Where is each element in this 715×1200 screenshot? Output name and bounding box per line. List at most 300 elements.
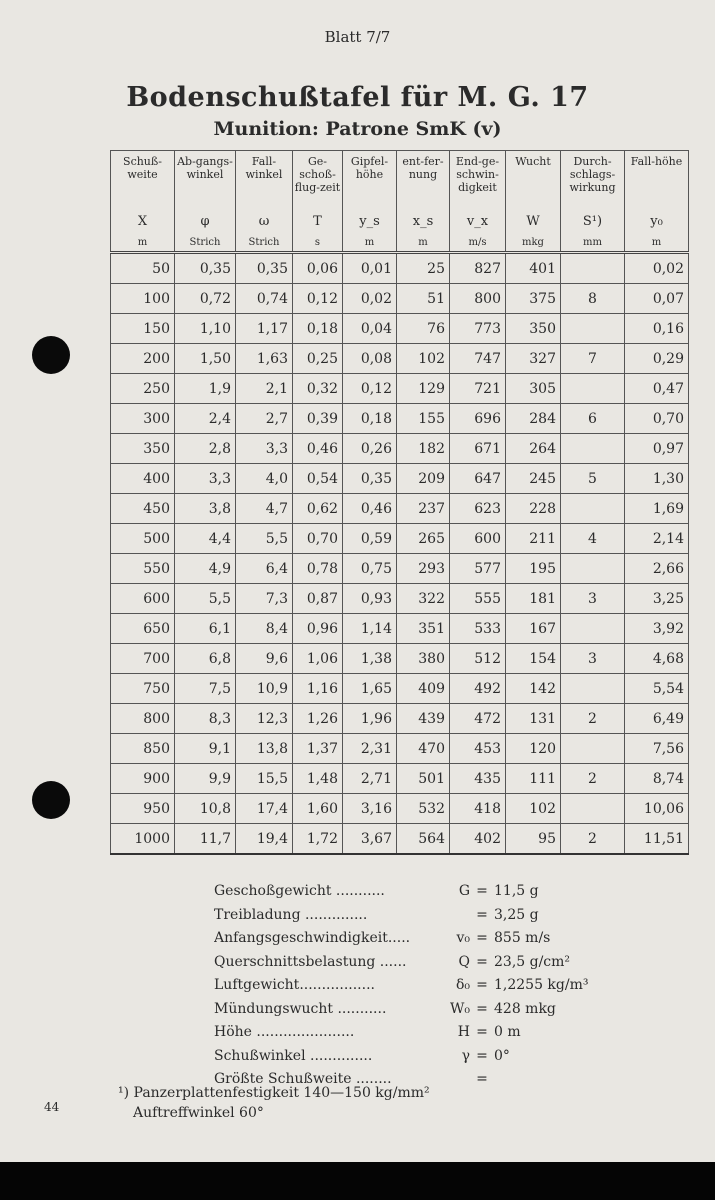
table-body [111,253,689,855]
table-cell: 0,16 [625,314,689,344]
parameter-label: Anfangsgeschwindigkeit..... [214,930,411,946]
table-cell: 3 [561,644,625,674]
table-row [111,614,689,644]
table-cell: 577 [450,554,506,584]
table-cell: 120 [506,734,561,764]
table-cell: 0,32 [293,374,343,404]
parameter-row [214,998,589,1022]
table-cell: 284 [506,404,561,434]
table-cell: 4,4 [175,524,236,554]
table-cell: 6,4 [236,554,293,584]
table-cell: 7,56 [625,734,689,764]
table-cell: 564 [397,824,450,855]
table-cell: 533 [450,614,506,644]
equals-sign: = [476,1024,488,1040]
column-header [293,151,343,253]
table-row [111,284,689,314]
table-cell: 450 [111,494,175,524]
table-cell: 0,12 [343,374,397,404]
table-cell: 131 [506,704,561,734]
table-cell: 250 [111,374,175,404]
table-cell: 0,07 [625,284,689,314]
table-cell: 8 [561,284,625,314]
table-cell: 102 [506,794,561,824]
table-cell: 15,5 [236,764,293,794]
column-unit: m [418,237,428,248]
column-header [111,151,175,253]
table-cell: 800 [111,704,175,734]
table-cell: 211 [506,524,561,554]
table-row [111,374,689,404]
table-row [111,314,689,344]
table-cell [561,253,625,284]
table-cell: 4 [561,524,625,554]
parameter-label: Schußwinkel .............. [214,1047,373,1064]
table-cell [561,374,625,404]
table-row [111,524,689,554]
table-cell: 0,47 [625,374,689,404]
column-header [506,151,561,253]
table-cell: 4,7 [236,494,293,524]
column-symbol: T [313,214,322,229]
scan-edge [0,1162,715,1200]
table-cell: 300 [111,404,175,434]
table-cell: 237 [397,494,450,524]
table-cell: 0,01 [343,253,397,284]
table-cell: 721 [450,374,506,404]
table-cell: 17,4 [236,794,293,824]
sheet-label: Blatt 7/7 [324,28,391,46]
table-cell: 2 [561,764,625,794]
table-cell: 3,8 [175,494,236,524]
table-cell: 129 [397,374,450,404]
table-cell: 555 [450,584,506,614]
table-cell: 293 [397,554,450,584]
table-cell: 2,71 [343,764,397,794]
table-cell: 0,26 [343,434,397,464]
table-cell: 4,0 [236,464,293,494]
table-row [111,494,689,524]
table-cell: 5,5 [175,584,236,614]
table-cell: 9,6 [236,644,293,674]
table-cell: 6,8 [175,644,236,674]
table-cell: 0,35 [236,253,293,284]
table-cell: 167 [506,614,561,644]
table-cell: 4,68 [625,644,689,674]
parameter-value: 428 mkg [494,1000,556,1017]
table-cell: 155 [397,404,450,434]
column-name: Fall-winkel [245,155,283,181]
column-name: Ge-schoß-flug-zeit [294,155,341,194]
table-cell: 5,5 [236,524,293,554]
table-cell: 501 [397,764,450,794]
table-cell: 182 [397,434,450,464]
table-cell: 623 [450,494,506,524]
table-cell: 0,93 [343,584,397,614]
table-cell: 409 [397,674,450,704]
parameter-value: 3,25 g [494,906,539,923]
parameter-value: 1,2255 kg/m³ [494,977,589,993]
parameter-label: Luftgewicht................. [214,977,375,993]
table-cell [561,314,625,344]
equals-sign: = [476,1071,488,1087]
parameter-value: 0° [494,1047,510,1064]
equals-sign: = [476,1047,488,1064]
table-cell: 0,87 [293,584,343,614]
footnote-line: ¹) Panzerplattenfestigkeit 140—150 kg/mm² [118,1085,430,1101]
table-cell: 2,7 [236,404,293,434]
column-header [236,151,293,253]
table-cell: 950 [111,794,175,824]
table-cell: 2,8 [175,434,236,464]
table-cell: 350 [111,434,175,464]
table-cell: 6 [561,404,625,434]
column-unit: m [364,237,375,248]
table-cell: 0,12 [293,284,343,314]
table-cell: 2,1 [236,374,293,404]
table-cell: 150 [111,314,175,344]
parameter-value: 855 m/s [494,930,551,946]
table-cell: 264 [506,434,561,464]
table-cell: 154 [506,644,561,674]
table-cell: 3,92 [625,614,689,644]
page-subtitle: Munition: Patrone SmK (v) [213,118,502,140]
table-cell: 2,66 [625,554,689,584]
parameter-row [214,880,589,904]
table-cell: 402 [450,824,506,855]
parameter-row [214,904,589,928]
parameter-label: Geschoßgewicht ........... [214,883,385,899]
column-symbol: y₀ [650,214,663,229]
table-row [111,704,689,734]
table-cell: 747 [450,344,506,374]
footnote-line: Auftreffwinkel 60° [133,1105,264,1121]
equals-sign: = [476,883,488,899]
column-name: Durch-schlags-wirkung [569,155,616,194]
table-cell: 9,1 [175,734,236,764]
parameter-symbol: γ [461,1047,470,1064]
table-row [111,404,689,434]
table-cell: 470 [397,734,450,764]
table-cell: 0,75 [343,554,397,584]
table-cell: 750 [111,674,175,704]
column-unit: s [314,237,321,248]
table-cell: 305 [506,374,561,404]
table-cell: 1,06 [293,644,343,674]
table-cell: 10,9 [236,674,293,704]
table-cell: 453 [450,734,506,764]
parameter-row [214,1021,589,1045]
table-cell: 1000 [111,824,175,855]
parameter-row [214,974,589,998]
parameter-row [214,951,589,975]
table-cell: 11,7 [175,824,236,855]
table-cell [561,794,625,824]
table-cell: 0,18 [343,404,397,434]
firing-table [110,150,689,855]
table-cell: 142 [506,674,561,704]
table-cell: 0,72 [175,284,236,314]
column-symbol: ω [258,214,270,229]
table-cell: 400 [111,464,175,494]
table-cell: 3,16 [343,794,397,824]
column-symbol: φ [200,214,210,229]
table-cell: 6,49 [625,704,689,734]
page-number: 44 [44,1100,60,1114]
table-cell: 76 [397,314,450,344]
table-cell: 1,16 [293,674,343,704]
column-name: Ab-gangs-winkel [177,155,233,181]
table-cell: 100 [111,284,175,314]
table-cell: 375 [506,284,561,314]
table-cell: 650 [111,614,175,644]
table-cell: 5,54 [625,674,689,704]
table-cell: 3,25 [625,584,689,614]
column-header [175,151,236,253]
table-cell: 1,65 [343,674,397,704]
table-cell: 13,8 [236,734,293,764]
table-cell: 3,3 [236,434,293,464]
table-cell: 800 [450,284,506,314]
parameter-list [214,880,589,1092]
table-cell: 0,46 [293,434,343,464]
table-cell: 351 [397,614,450,644]
column-name: Fall-höhe [630,155,683,168]
table-cell: 0,06 [293,253,343,284]
table-cell: 0,74 [236,284,293,314]
table-cell: 0,25 [293,344,343,374]
column-unit: m [651,237,662,248]
table-cell: 1,17 [236,314,293,344]
column-header [343,151,397,253]
table-cell: 7,3 [236,584,293,614]
column-symbol: X [137,214,148,229]
table-cell: 500 [111,524,175,554]
table-row [111,734,689,764]
column-name: Schuß-weite [123,155,162,181]
table-cell: 0,29 [625,344,689,374]
table-cell: 1,50 [175,344,236,374]
parameter-symbol: δ₀ [455,977,470,993]
table-cell: 2,14 [625,524,689,554]
table-cell: 2 [561,704,625,734]
table-cell: 550 [111,554,175,584]
table-cell: 0,35 [175,253,236,284]
column-name: Wucht [515,155,551,168]
table-cell: 8,4 [236,614,293,644]
table-cell: 9,9 [175,764,236,794]
table-cell: 6,1 [175,614,236,644]
table-cell: 8,3 [175,704,236,734]
table-cell: 700 [111,644,175,674]
table-cell: 3,67 [343,824,397,855]
table-cell: 1,30 [625,464,689,494]
table-cell: 102 [397,344,450,374]
table-cell [561,674,625,704]
parameter-label: Mündungswucht ........... [214,1000,387,1017]
table-cell: 7,5 [175,674,236,704]
page-title: Bodenschußtafel für M. G. 17 [126,82,589,113]
table-cell: 200 [111,344,175,374]
table-cell: 228 [506,494,561,524]
table-cell: 322 [397,584,450,614]
parameter-row [214,927,589,951]
table-cell: 0,70 [625,404,689,434]
table-cell: 0,54 [293,464,343,494]
table-cell: 1,69 [625,494,689,524]
parameter-row [214,1045,589,1069]
table-cell: 1,63 [236,344,293,374]
column-header [561,151,625,253]
table-cell: 0,35 [343,464,397,494]
punch-hole [32,336,70,374]
table-cell: 181 [506,584,561,614]
table-cell: 25 [397,253,450,284]
column-symbol: S¹) [582,214,603,229]
table-cell: 1,60 [293,794,343,824]
table-cell: 532 [397,794,450,824]
parameter-value: 0 m [494,1024,521,1040]
equals-sign: = [476,1000,488,1017]
table-row [111,464,689,494]
table-cell: 696 [450,404,506,434]
table-cell: 0,02 [625,253,689,284]
table-cell: 439 [397,704,450,734]
table-cell: 418 [450,794,506,824]
table-cell [561,494,625,524]
column-symbol: v_x [466,214,489,229]
table-cell: 512 [450,644,506,674]
table-cell: 900 [111,764,175,794]
punch-hole [32,781,70,819]
table-cell: 245 [506,464,561,494]
parameter-symbol: H [457,1024,470,1040]
table-cell: 1,96 [343,704,397,734]
table-cell [561,614,625,644]
table-row [111,794,689,824]
parameter-symbol: G [458,883,470,899]
table-row [111,584,689,614]
parameter-symbol: W₀ [449,1000,470,1017]
table-cell: 647 [450,464,506,494]
table-cell: 10,8 [175,794,236,824]
table-cell: 3 [561,584,625,614]
column-unit: Strich [248,237,280,248]
table-row [111,554,689,584]
table-cell: 671 [450,434,506,464]
table-cell: 265 [397,524,450,554]
table-cell: 472 [450,704,506,734]
table-cell: 10,06 [625,794,689,824]
table-cell: 0,02 [343,284,397,314]
table-cell: 827 [450,253,506,284]
table-cell [561,734,625,764]
table-cell: 1,26 [293,704,343,734]
table-cell: 435 [450,764,506,794]
table-cell: 0,04 [343,314,397,344]
table-row [111,434,689,464]
column-header [397,151,450,253]
table-cell: 0,97 [625,434,689,464]
table-cell: 4,9 [175,554,236,584]
equals-sign: = [476,906,488,923]
table-row [111,253,689,284]
equals-sign: = [476,977,488,993]
table-cell: 380 [397,644,450,674]
table-cell: 111 [506,764,561,794]
table-cell [561,554,625,584]
table-cell: 1,10 [175,314,236,344]
table-cell: 600 [450,524,506,554]
column-symbol: x_s [412,214,434,229]
table-cell: 195 [506,554,561,584]
parameter-symbol [442,1068,470,1092]
table-cell: 50 [111,253,175,284]
table-cell: 327 [506,344,561,374]
table-cell: 0,59 [343,524,397,554]
table-cell: 95 [506,824,561,855]
column-unit: m [137,237,148,248]
table-cell: 492 [450,674,506,704]
table-cell: 0,18 [293,314,343,344]
table-cell: 3,3 [175,464,236,494]
table-cell: 350 [506,314,561,344]
table-cell: 1,48 [293,764,343,794]
table-cell: 0,70 [293,524,343,554]
table-cell: 19,4 [236,824,293,855]
column-unit: Strich [189,237,221,248]
table-cell: 0,46 [343,494,397,524]
table-header-row [111,151,689,253]
equals-sign: = [476,953,488,970]
column-name: Gipfel- höhe [350,155,389,181]
table-cell: 1,38 [343,644,397,674]
table-cell: 2 [561,824,625,855]
column-symbol: y_s [359,214,380,229]
column-header [450,151,506,253]
parameter-value: 23,5 g/cm² [494,953,571,970]
table-cell: 1,14 [343,614,397,644]
column-name: ent-fer-nung [402,155,444,181]
table-cell: 0,62 [293,494,343,524]
table-cell: 209 [397,464,450,494]
equals-sign: = [476,930,488,946]
table-cell: 11,51 [625,824,689,855]
table-cell: 0,78 [293,554,343,584]
column-unit: mkg [522,237,544,248]
table-row [111,644,689,674]
table-cell: 401 [506,253,561,284]
table-cell: 12,3 [236,704,293,734]
column-unit: mm [583,237,602,248]
table-cell: 51 [397,284,450,314]
parameter-label: Höhe ...................... [214,1024,355,1040]
table-cell: 1,37 [293,734,343,764]
table-cell: 5 [561,464,625,494]
parameter-label: Treibladung .............. [214,906,368,923]
parameter-label: Größte Schußweite ........ [214,1071,392,1087]
table-cell: 773 [450,314,506,344]
table-cell: 8,74 [625,764,689,794]
table-cell: 1,9 [175,374,236,404]
table-cell: 0,39 [293,404,343,434]
column-symbol: W [526,214,540,229]
parameter-label: Querschnittsbelastung ...... [214,953,407,970]
parameter-symbol: v₀ [456,930,470,946]
table-cell: 2,31 [343,734,397,764]
column-unit: m/s [468,237,487,248]
column-header [625,151,689,253]
